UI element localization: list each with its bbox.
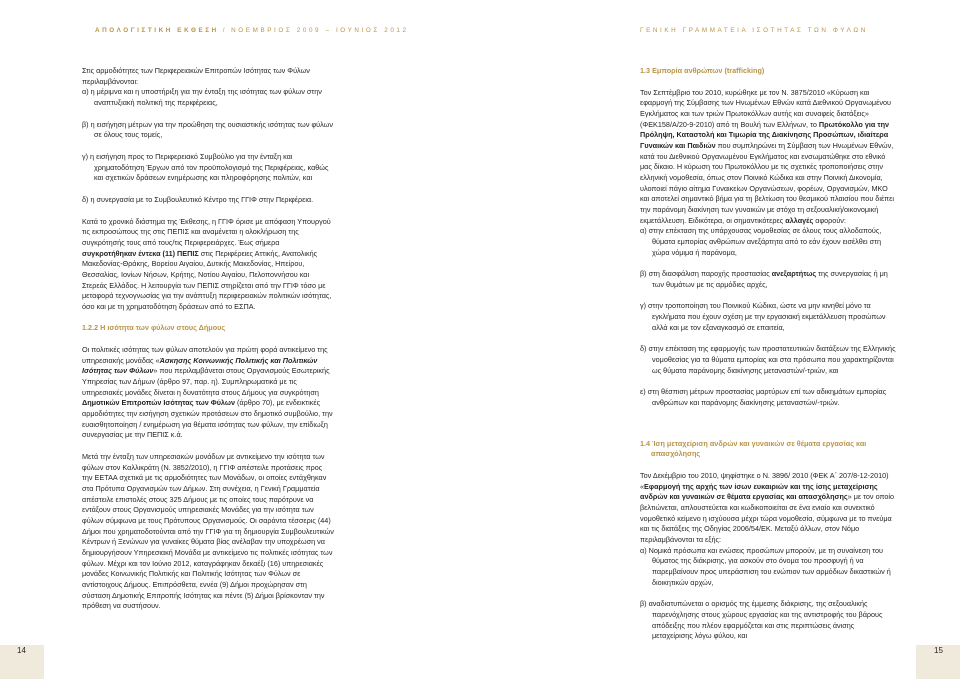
list-item: α) η μέριμνα και η υποστήριξη για την ένταξη της ισότητας των φύλων στην αναπτυξιακή πολιτική της περιφέρειας, bbox=[82, 87, 322, 107]
trafficking-paragraph bbox=[640, 88, 896, 227]
list-item: δ) η συνεργασία με το Συμβουλευτικό Κέντρο της ΓΓΙΦ στην Περιφέρεια. bbox=[82, 194, 314, 204]
bold-run: αλλαγές bbox=[785, 215, 814, 225]
section-heading-1-3: 1.3 Εμπορία ανθρώπων (trafficking) bbox=[640, 66, 765, 75]
text-run: Κατά το χρονικό διάστημα της Έκθεσης, η ΓΓΙΦ όρισε με απόφαση Υπουργού τις εκπροσώπους της στις ΠΕΠΙΣ και αναμένεται η ολοκλήρωση της συγκρότησής τους από τους/τις Περιφερειάρχες. Έως σήμερα bbox=[82, 216, 331, 247]
bold-run: Δημοτικών Επιτροπών Ισότητας των Φύλων bbox=[82, 398, 236, 408]
page-number: 15 bbox=[934, 646, 943, 655]
kallikratis-paragraph: Μετά την ένταξη των υπηρεσιακών μονάδων με αντικείμενο την ισότητα των φύλων στον Καλλικράτη (Ν. 3852/2010), η ΓΓΙΦ απέστειλε προτάσεις προς την ΕΕΤΑΑ σχετικά με τις αρμοδιότητες των Μονάδων, οι οποίες εντάχθηκαν στα Πρότυπα Οργανισμών των Δήμων. Στη συνέχεια, η Γενική Γραμματεία απέστειλε επιστολές στους 325 Δήμους με τις οποίες τους παρότρυνε να εντάξουν στους Οργανισμούς υπηρεσιακές Μονάδες για την ισότητα των φύλων σύμφωνα με τους Πρότυπους Οργανισμούς. Οι σαράντα τέσσερις (44) Δήμοι που χρηματοδοτούνται από την ΓΓΙΦ για τη δημιουργία Συμβουλευτικών Κέντρων ή Ξενώνων για γυναίκες θύματα βίας ανέλαβαν την υποχρέωση να δημιουργήσουν Υπηρεσιακή Μονάδα με αντικείμενο τις πολιτικές ισότητας των φύλων. Μέχρι και τον Ιούνιο 2012, καταγράφηκαν δεκαέξι (16) υπηρεσιακές μονάδες Κοινωνικής Πολιτικής και Πολιτικής Ισότητας των Φύλων σε αντίστοιχους Δήμους. Επιπρόσθετα, εννέα (9) Δήμοι προχώρησαν στη σύσταση Δημοτικής Επιτροπής Ισότητας και πέντε (5) Δήμοι βρίσκονταν την πρόθεση να συστήσουν. bbox=[82, 452, 334, 611]
header-separator: / bbox=[222, 27, 228, 34]
competences-list bbox=[82, 87, 334, 205]
equal-treatment-paragraph bbox=[640, 471, 896, 546]
list-item: α) στην επέκταση της υπάρχουσας νομοθεσίας σε όλους τους αλλοδαπούς, θύματα εμπορίας ανθρώπων ανεξάρτητα από το εάν έχουν εισέλθει στη χώρα νόμιμα ή παράνομα, bbox=[640, 226, 882, 257]
text-run: στις Περιφέρειες Αττικής, Ανατολικής Μακεδονίας-Θράκης, Βορείου Αιγαίου, Δυτικής Μακεδονίας, Ηπείρου, Θεσσαλίας, Ιονίων Νήσων, Κρήτης, Νοτίου Αιγαίου, Πελοποννήσου και Στερεάς Ελλάδος. Η λειτουργία των ΠΕΠΙΣ στηρίζεται από την ΓΓΙΦ τόσο με μεταφορά τεχνογνωσίας για την ανάπτυξη περιφερειακών πολιτικών ισότητας, όσο και με τη χρηματοδότηση δράσεων από το ΕΣΠΑ. bbox=[82, 248, 332, 311]
list-item: δ) στην επέκταση της εφαρμογής των προστατευτικών διατάξεων της Ελληνικής νομοθεσίας για τα θύματα εμπορίας και στα πρόσωπα που χαρακτηρίζονται ως θύματα παράνομης διακίνησης μεταναστών/-τριών, και bbox=[640, 344, 896, 375]
text-run: που συμπληρώνει τη Σύμβαση των Ηνωμένων Εθνών, κατά του Διεθνικού Οργανωμένου Εγκλήματος και ενσωματώθηκε στο εθνικό μας δίκαιο. Η κύρωση του Πρωτοκόλλου με τις σχετικές τροποποιήσεις στην ελληνική νομοθεσία, όπως στον Ποινικό Κώδικα και στην Ποινική Δικονομία, υλοποιεί πάγιο αίτημα Γυναικείων Οργανώσεων, φορέων, Οργανισμών, ΜΚΟ και αποτελεί σημαντικό βήμα για τη βελτίωση του θεσμικού πλαισίου που διέπει την παράνομη διακίνηση των γυναικών με στόχο τη σεξουαλική/οικονομική εκμετάλλευση. Ειδικότερα, οι σημαντικότερες bbox=[640, 140, 895, 225]
text-run: β) στη διασφάλιση παροχής προστασίας bbox=[640, 269, 772, 279]
bold-run: Πρωτόκολλο για την Πρόληψη, Καταστολή και Τιμωρία της Διακίνησης Προσώπων, ιδιαίτερα Γυναικών και Παιδιών bbox=[640, 119, 890, 150]
report-period: ΝΟΕΜΒΡΙΟΣ 2009 – ΙΟΥΝΙΟΣ 2012 bbox=[231, 27, 409, 34]
list-item: α) Νομικά πρόσωπα και ενώσεις προσώπων μπορούν, με τη συναίνεση του θύματος της διάκρισης, για ασκούν στο όνομα του προσφυγή ή να παρεμβαίνουν προς υπεράσπιση του ενώπιον των αρμόδιων δικαστικών ή διοικητικών αρχών, bbox=[640, 545, 891, 587]
text-run: (άρθρο 70), με ενδεικτικές αρμοδιότητες την εισήγηση σχετικών προτάσεων στο δημοτικό συμβούλιο, την ευαισθητοποίηση / ενημέρωση για θέματα ισότητας των φύλων, την επίδιωξη συνεργασίας με την ΠΕΠΙΣ κ.ά. bbox=[82, 398, 333, 440]
text-run: » με τον οποίο βελτιώνεται, απλουστεύεται και κωδικοποιείται σε ένα ενιαίο και συνεκτικό νομοθετικό κείμενο η ισχύουσα μέχρι τώρα νομοθεσία, σύμφωνα με το πνεύμα και τις διατάξεις της Οδηγίας 2006/54/ΕΚ. Μεταξύ άλλων, στον Νόμο περιλαμβάνονται τα εξής: bbox=[640, 492, 895, 544]
text-run: της συνεργασίας ή μη των θυμάτων με τις αρμόδιες αρχές, bbox=[652, 269, 888, 289]
pepis-paragraph bbox=[82, 217, 334, 313]
text-run: Τον Σεπτέμβριο του 2010, κυρώθηκε με τον Ν. 3875/2010 «Κύρωση και εφαρμογή της Σύμβασης των Ηνωμένων Εθνών κατά Διεθνικού Οργανωμένου Εγκλήματος και των τριών Πρωτοκόλλων αυτής και συναφείς διατάξεις» (ΦΕΚ158/Α/20-9-2010) από τη Βουλή των Ελλήνων, το bbox=[640, 87, 891, 129]
text-run: αφορούν: bbox=[813, 215, 846, 225]
law-provisions-list bbox=[640, 546, 896, 642]
bold-italic-run: Άσκησης Κοινωνικής Πολιτικής και Πολιτικών Ισότητας των Φύλων bbox=[82, 355, 318, 376]
section-heading-1-2-2: 1.2.2 Η ισότητα των φύλων στους Δήμους bbox=[82, 323, 226, 333]
changes-list bbox=[640, 226, 896, 409]
list-item bbox=[640, 269, 896, 290]
text-run: Οι πολιτικές ισότητας των φύλων αποτελούν για πρώτη φορά αντικείμενο της υπηρεσιακής μονάδας « bbox=[82, 345, 328, 365]
page-number: 14 bbox=[17, 646, 26, 655]
left-running-header bbox=[95, 27, 409, 34]
section-heading-1-4: 1.4 Ίση μεταχείριση ανδρών και γυναικών σε θέματα εργασίας και απασχόλησης bbox=[640, 438, 867, 459]
list-item: γ) η εισήγηση προς το Περιφερειακό Συμβούλιο για την ένταξη και χρηματοδότηση Έργων από τον προϋπολογισμό της Περιφέρειας, καθώς και σχετικών δράσεων ενημέρωσης και πληροφόρησης πολιτών, και bbox=[82, 151, 329, 183]
left-text-column bbox=[82, 66, 334, 623]
bold-run: συγκροτήθηκαν έντεκα (11) ΠΕΠΙΣ bbox=[82, 248, 199, 258]
municipalities-paragraph bbox=[82, 345, 334, 441]
bold-run: ανεξαρτήτως bbox=[771, 269, 817, 279]
text-run: » που περιλαμβάνεται στους Οργανισμούς Εσωτερικής Υπηρεσίας των Δήμων (άρθρο 97, παρ. η). Συμπληρωματικά με τις υπηρεσιακές μονάδες δίνεται η δυνατότητα στους Δήμους για συγκρότηση bbox=[82, 366, 330, 397]
list-item: β) η εισήγηση μέτρων για την προώθηση της ουσιαστικής ισότητας των φύλων σε όλους τους τομείς, bbox=[82, 119, 333, 140]
report-title: ΑΠΟΛΟΓΙΣΤΙΚΗ ΕΚΘΕΣΗ bbox=[95, 27, 219, 34]
intro-paragraph: Στις αρμοδιότητες των Περιφερειακών Επιτροπών Ισότητας των Φύλων περιλαμβάνονται: bbox=[82, 66, 310, 86]
bold-run: Εφαρμογή της αρχής των ίσων ευκαιριών και της ίσης μεταχείρισης ανδρών και γυναικών σε θέματα εργασίας και απασχόλησης bbox=[640, 481, 878, 502]
right-page bbox=[480, 0, 960, 679]
right-text-column bbox=[640, 66, 896, 653]
list-item: β) αναδιατυπώνεται ο ορισμός της έμμεσης διάκρισης, της σεξουαλικής παρενόχλησης στους χώρους εργασίας και της αντιστροφής του βάρους απόδειξης που πλέον εφαρμόζεται και στις περιπτώσεις άνισης μεταχείρισης λόγω φύλου, και bbox=[640, 599, 883, 641]
list-item: γ) στην τροποποίηση του Ποινικού Κώδικα, ώστε να μην κινηθεί μόνο τα εγκλήματα που έχουν σχέση με την εργασιακή εκμετάλλευση προσώπων αλλά και με τον εξαναγκασμό σε επαιτεία, bbox=[640, 301, 886, 332]
list-item: ε) στη θέσπιση μέτρων προστασίας μαρτύρων επί των αδικημάτων εμπορίας ανθρώπων και παράνομης διακίνησης μεταναστών/-τριών. bbox=[640, 387, 887, 408]
right-running-header: ΓΕΝΙΚΗ ΓΡΑΜΜΑΤΕΙΑ ΙΣΟΤΗΤΑΣ ΤΩΝ ΦΥΛΩΝ bbox=[640, 27, 868, 34]
text-run: Τον Δεκέμβριο του 2010, ψηφίστηκε ο Ν. 3896/ 2010 (ΦΕΚ Α΄ 207/8-12-2010) « bbox=[640, 471, 889, 491]
